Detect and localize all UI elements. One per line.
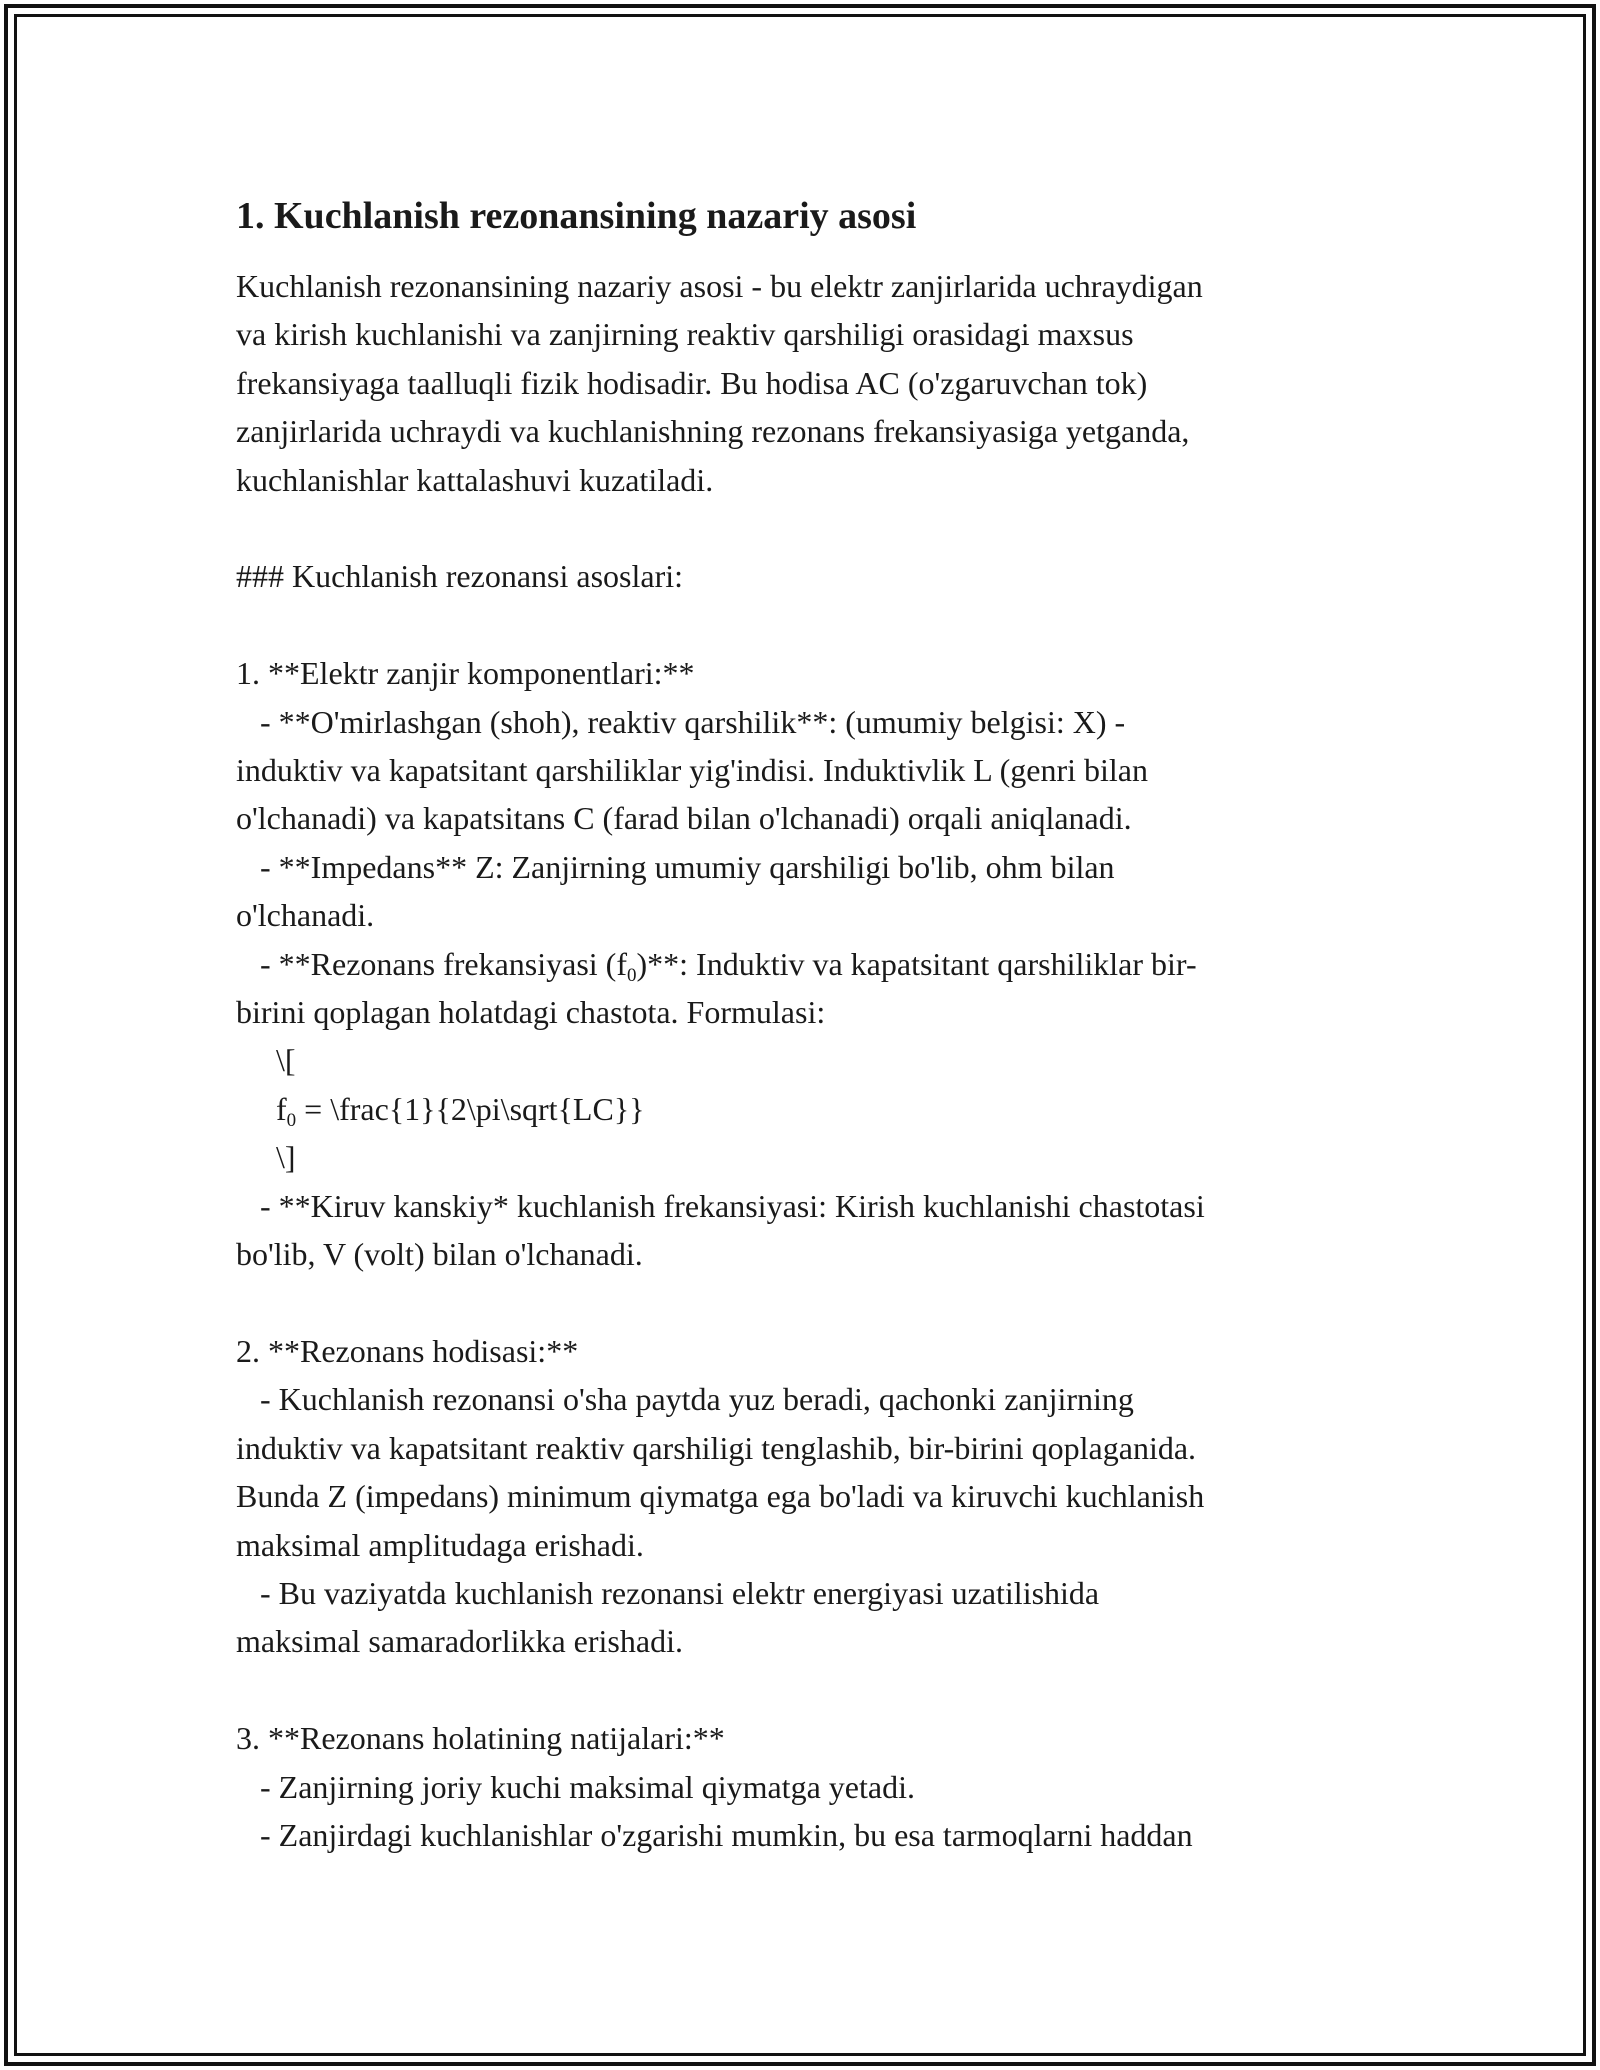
- text-line: Bunda Z (impedans) minimum qiymatga ega bo'ladi va kiruvchi kuchlanish: [236, 1478, 1205, 1515]
- text-line: ### Kuchlanish rezonansi asoslari:: [236, 558, 683, 595]
- text-line: - Zanjirning joriy kuchi maksimal qiymatga yetadi.: [236, 1768, 915, 1805]
- text-segment: )**: Induktiv va kapatsitant qarshiliklar bir-: [636, 945, 1197, 982]
- text-line: 1. **Elektr zanjir komponentlari:**: [236, 655, 695, 692]
- document-text: [236, 262, 1366, 1859]
- text-line: zanjirlarida uchraydi va kuchlanishning rezonans frekansiyasiga yetganda,: [236, 413, 1190, 450]
- text-line: maksimal amplitudaga erishadi.: [236, 1526, 644, 1563]
- text-line: - **Kiruv kanskiy* kuchlanish frekansiyasi: Kirish kuchlanishi chastotasi: [236, 1187, 1205, 1224]
- text-segment: = \frac{1}{2\pi\sqrt{LC}}: [296, 1090, 645, 1127]
- text-line: birini qoplagan holatdagi chastota. Formulasi:: [236, 994, 826, 1031]
- text-line: \[: [236, 1042, 296, 1079]
- formula-line: [236, 1085, 1366, 1133]
- text-line: o'lchanadi) va kapatsitans C (farad bilan o'lchanadi) orqali aniqlanadi.: [236, 800, 1132, 837]
- text-line: induktiv va kapatsitant reaktiv qarshiligi tenglashib, bir-birini qoplaganida.: [236, 1429, 1197, 1466]
- text-line: 3. **Rezonans holatining natijalari:**: [236, 1720, 725, 1757]
- text-line: va kirish kuchlanishi va zanjirning reaktiv qarshiligi orasidagi maxsus: [236, 316, 1134, 353]
- text-line: - **O'mirlashgan (shoh), reaktiv qarshilik**: (umumiy belgisi: X) -: [236, 703, 1126, 740]
- text-line: Kuchlanish rezonansining nazariy asosi - bu elektr zanjirlarida uchraydigan: [236, 268, 1203, 304]
- blank-line: [236, 504, 1366, 552]
- subscript: 0: [286, 1109, 297, 1131]
- subscript: 0: [626, 964, 637, 986]
- text-line: maksimal samaradorlikka erishadi.: [236, 1623, 683, 1660]
- document-title: 1. Kuchlanish rezonansining nazariy asosi: [236, 195, 917, 237]
- text-line: frekansiyaga taalluqli fizik hodisadir. Bu hodisa AC (o'zgaruvchan tok): [236, 364, 1148, 401]
- blank-line: [236, 1666, 1366, 1714]
- document-body: [236, 188, 1366, 1859]
- blank-line: [236, 1279, 1366, 1327]
- text-line: - Kuchlanish rezonansi o'sha paytda yuz beradi, qachonki zanjirning: [236, 1381, 1134, 1418]
- text-line: - **Impedans** Z: Zanjirning umumiy qarshiligi bo'lib, ohm bilan: [236, 848, 1115, 885]
- text-segment: f: [236, 1090, 287, 1127]
- resonance-frequency-line: [236, 940, 1366, 988]
- text-line: bo'lib, V (volt) bilan o'lchanadi.: [236, 1236, 643, 1273]
- text-line: \]: [236, 1139, 296, 1176]
- text-line: o'lchanadi.: [236, 897, 375, 934]
- blank-line: [236, 601, 1366, 649]
- text-line: kuchlanishlar kattalashuvi kuzatiladi.: [236, 461, 714, 498]
- text-line: 2. **Rezonans hodisasi:**: [236, 1332, 579, 1369]
- text-segment: - **Rezonans frekansiyasi (f: [236, 945, 627, 982]
- text-line: - Bu vaziyatda kuchlanish rezonansi elektr energiyasi uzatilishida: [236, 1574, 1100, 1611]
- text-line: induktiv va kapatsitant qarshiliklar yig'indisi. Induktivlik L (genri bilan: [236, 752, 1148, 789]
- text-line: - Zanjirdagi kuchlanishlar o'zgarishi mumkin, bu esa tarmoqlarni haddan: [236, 1816, 1193, 1853]
